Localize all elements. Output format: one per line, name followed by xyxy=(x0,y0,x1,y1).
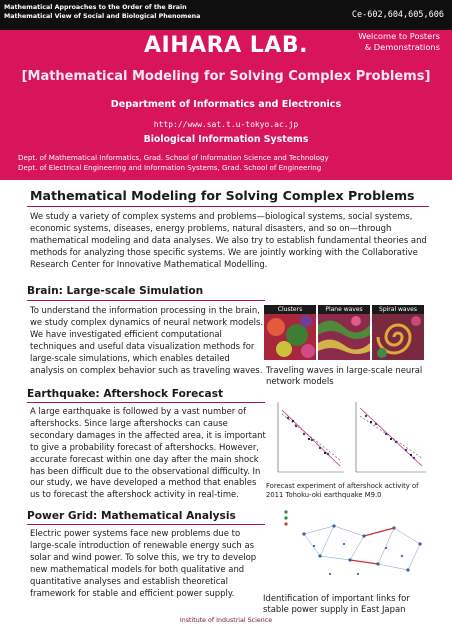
power-title: Power Grid: Mathematical Analysis xyxy=(27,510,236,522)
power-grid-figure xyxy=(274,504,432,590)
clusters-label: Clusters xyxy=(264,305,316,314)
welcome-line-2: & Demonstrations xyxy=(364,42,440,52)
lab-name: AIHARA LAB. xyxy=(144,33,308,58)
top-subtitles xyxy=(4,3,200,21)
power-caption: Identification of important links for stable power supply in East Japan xyxy=(263,593,410,614)
header xyxy=(0,30,452,180)
earthquake-text: A large earthquake is followed by a vast number of aftershocks. Since large aftershocks can cause secondary damages in the affected area, it is important to give a probability forecast of aftershocks. However, accurate forecast within one day after the main shock has been difficult due to the observational difficulty. In our study, we have developed a method that enables us to forecast the aftershock activity in real-time. xyxy=(30,406,266,500)
clusters-image xyxy=(264,305,316,360)
earthquake-rule xyxy=(27,402,265,403)
aftershock-plot xyxy=(266,396,432,480)
affiliations xyxy=(18,153,329,173)
brain-title: Brain: Large-scale Simulation xyxy=(27,285,204,297)
booth-code: Ce-602,604,605,606 xyxy=(351,10,444,20)
affiliation-1: Dept. of Mathematical Informatics, Grad. School of Information Science and Technology xyxy=(18,153,329,162)
power-text: Electric power systems face new problems due to large-scale introduction of renewable energy such as solar and wind power. To solve this, we try to develop new mathematical models for both qualitative and quantitative analyses and establish theoretical framework for stable and efficient power supply. xyxy=(30,528,257,598)
plane-waves-label: Plane waves xyxy=(318,305,370,314)
footer-institute: Institute of Industrial Science xyxy=(179,617,273,624)
group-name: Biological Information Systems xyxy=(143,134,309,145)
spiral-waves-label: Spiral waves xyxy=(372,305,424,314)
welcome-note xyxy=(358,31,440,53)
title-rule xyxy=(27,206,429,207)
brain-caption: Traveling waves in large-scale neural network models xyxy=(266,365,423,386)
aftershock-figure xyxy=(266,396,432,480)
brain-rule xyxy=(27,300,265,301)
earthquake-title: Earthquake: Aftershock Forecast xyxy=(27,388,224,400)
affiliation-2: Dept. of Electrical Engineering and Information Systems, Grad. School of Engineering xyxy=(18,163,322,172)
intro-text: We study a variety of complex systems and problems—biological systems, social systems, economic systems, diseases, energy problems, natural disasters, and so on—through mathematical modeling and data analyses. We also try to establish fundamental theories and methods for analyzing those specific systems. We are jointly working with the Collaborative Research Center for Innovative Mathematical Modelling. xyxy=(30,211,427,269)
main-title: Mathematical Modeling for Solving Complex Problems xyxy=(30,188,415,203)
lab-url[interactable]: http://www.sat.t.u-tokyo.ac.jp xyxy=(153,120,299,129)
welcome-line-1: Welcome to Posters xyxy=(358,31,440,41)
power-rule xyxy=(27,524,265,525)
project-title: [Mathematical Modeling for Solving Complex Problems] xyxy=(21,69,431,84)
subtitle-brain: Mathematical Approaches to the Order of the Brain xyxy=(4,4,187,11)
plane-waves-image xyxy=(318,305,370,360)
earthquake-caption: Forecast experiment of aftershock activity of 2011 Tohoku-oki earthquake M9.0 xyxy=(266,482,419,499)
department: Department of Informatics and Electronics xyxy=(110,99,342,110)
subtitle-social: Mathematical View of Social and Biological Phenomena xyxy=(4,13,201,20)
power-grid-network xyxy=(274,504,432,590)
top-bar xyxy=(0,0,452,30)
brain-text: To understand the information processing in the brain, we study complex dynamics of neural network models. We have investigated efficient computational techniques and useful data visualization methods for large-scale simulations, which enables detailed analysis on complex behavior such as traveling waves. xyxy=(30,305,264,375)
spiral-waves-image xyxy=(372,305,424,360)
